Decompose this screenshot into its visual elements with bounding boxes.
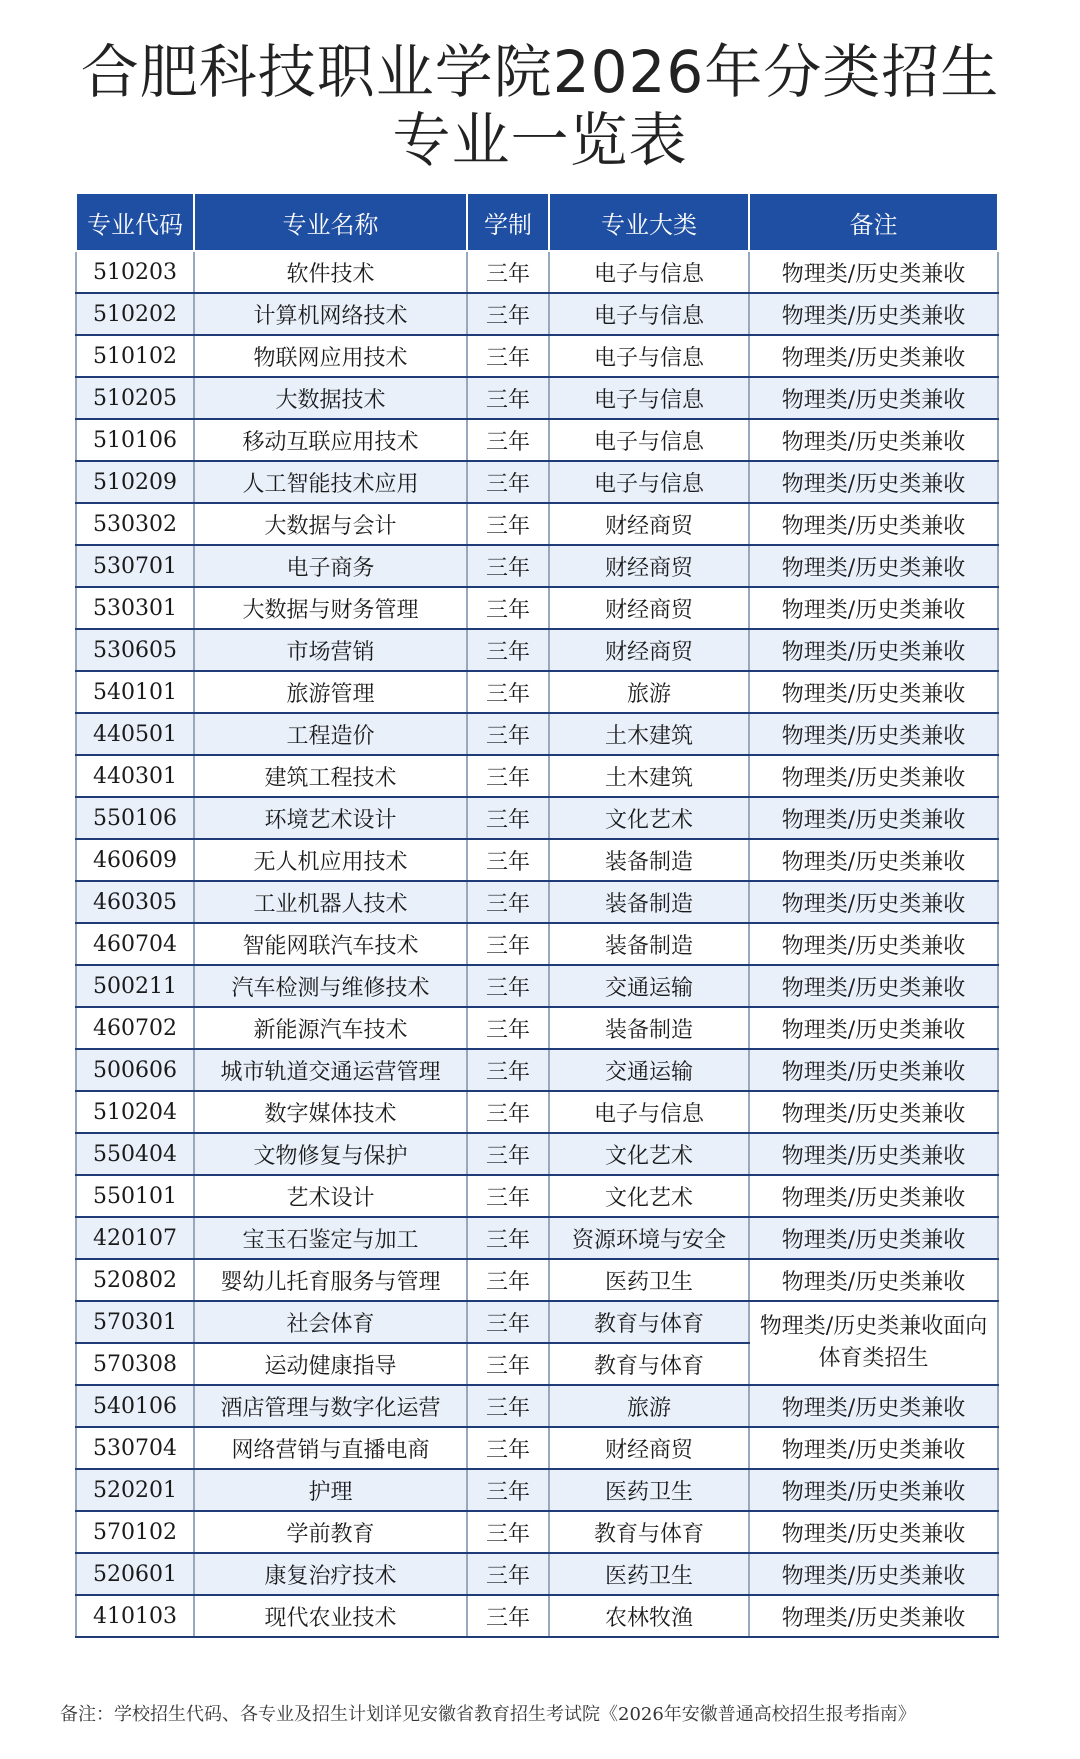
table-row <box>76 1049 998 1091</box>
cell-category: 电子与信息 <box>549 1091 749 1133</box>
cell-note: 物理类/历史类兼收 <box>749 755 998 797</box>
cell-category: 教育与体育 <box>549 1301 749 1343</box>
table-row <box>76 881 998 923</box>
cell-major-name: 建筑工程技术 <box>194 755 467 797</box>
cell-note: 物理类/历史类兼收 <box>749 1175 998 1217</box>
cell-major-code: 540101 <box>76 671 194 713</box>
cell-major-code: 440501 <box>76 713 194 755</box>
cell-category: 电子与信息 <box>549 335 749 377</box>
cell-major-code: 510209 <box>76 461 194 503</box>
cell-note: 物理类/历史类兼收 <box>749 1049 998 1091</box>
cell-note: 物理类/历史类兼收 <box>749 461 998 503</box>
cell-major-name: 计算机网络技术 <box>194 293 467 335</box>
cell-note: 物理类/历史类兼收 <box>749 965 998 1007</box>
cell-note: 物理类/历史类兼收 <box>749 713 998 755</box>
cell-note: 物理类/历史类兼收 <box>749 1217 998 1259</box>
table-row <box>76 1595 998 1637</box>
table-row <box>76 251 998 293</box>
footnote: 备注：学校招生代码、各专业及招生计划详见安徽省教育招生考试院《2026年安徽普通高校招生报考指南》 <box>60 1704 916 1725</box>
table-row <box>76 1385 998 1427</box>
cell-years: 三年 <box>467 1343 549 1385</box>
cell-major-name: 汽车检测与维修技术 <box>194 965 467 1007</box>
cell-major-name: 智能网联汽车技术 <box>194 923 467 965</box>
table-row <box>76 1469 998 1511</box>
cell-category: 装备制造 <box>549 923 749 965</box>
cell-note: 物理类/历史类兼收 <box>749 839 998 881</box>
cell-major-name: 婴幼儿托育服务与管理 <box>194 1259 467 1301</box>
cell-major-name: 无人机应用技术 <box>194 839 467 881</box>
cell-category: 财经商贸 <box>549 587 749 629</box>
cell-years: 三年 <box>467 1385 549 1427</box>
cell-major-code: 520601 <box>76 1553 194 1595</box>
cell-major-code: 510204 <box>76 1091 194 1133</box>
cell-major-name: 社会体育 <box>194 1301 467 1343</box>
cell-years: 三年 <box>467 713 549 755</box>
cell-note: 物理类/历史类兼收 <box>749 1595 998 1637</box>
cell-note: 物理类/历史类兼收 <box>749 1091 998 1133</box>
header-name: 专业名称 <box>194 193 467 251</box>
cell-major-code: 520802 <box>76 1259 194 1301</box>
cell-note: 物理类/历史类兼收 <box>749 251 998 293</box>
table-row <box>76 713 998 755</box>
cell-major-name: 文物修复与保护 <box>194 1133 467 1175</box>
cell-note: 物理类/历史类兼收 <box>749 419 998 461</box>
cell-major-code: 510202 <box>76 293 194 335</box>
header-years: 学制 <box>467 193 549 251</box>
cell-note: 物理类/历史类兼收 <box>749 1427 998 1469</box>
table-row <box>76 377 998 419</box>
cell-years: 三年 <box>467 1091 549 1133</box>
cell-major-name: 宝玉石鉴定与加工 <box>194 1217 467 1259</box>
cell-category: 资源环境与安全 <box>549 1217 749 1259</box>
cell-years: 三年 <box>467 1259 549 1301</box>
cell-note: 物理类/历史类兼收 <box>749 923 998 965</box>
table-row <box>76 1511 998 1553</box>
cell-major-code: 530605 <box>76 629 194 671</box>
cell-major-code: 550101 <box>76 1175 194 1217</box>
table-row <box>76 587 998 629</box>
cell-years: 三年 <box>467 1427 549 1469</box>
table-header-row <box>76 193 998 251</box>
cell-note: 物理类/历史类兼收 <box>749 671 998 713</box>
cell-category: 医药卫生 <box>549 1259 749 1301</box>
cell-category: 财经商贸 <box>549 1427 749 1469</box>
cell-major-name: 市场营销 <box>194 629 467 671</box>
cell-major-name: 物联网应用技术 <box>194 335 467 377</box>
cell-note: 物理类/历史类兼收 <box>749 1133 998 1175</box>
cell-major-name: 大数据与会计 <box>194 503 467 545</box>
cell-note: 物理类/历史类兼收 <box>749 1469 998 1511</box>
cell-years: 三年 <box>467 1511 549 1553</box>
cell-major-name: 工程造价 <box>194 713 467 755</box>
cell-major-code: 530701 <box>76 545 194 587</box>
cell-note: 物理类/历史类兼收 <box>749 293 998 335</box>
cell-major-name: 康复治疗技术 <box>194 1553 467 1595</box>
page-title: 合肥科技职业学院2026年分类招生 <box>80 38 1000 106</box>
table-row <box>76 1175 998 1217</box>
cell-category: 电子与信息 <box>549 377 749 419</box>
cell-major-code: 440301 <box>76 755 194 797</box>
cell-note: 物理类/历史类兼收 <box>749 1385 998 1427</box>
cell-note: 物理类/历史类兼收 <box>749 1259 998 1301</box>
cell-category: 文化艺术 <box>549 797 749 839</box>
cell-category: 财经商贸 <box>549 545 749 587</box>
cell-major-name: 人工智能技术应用 <box>194 461 467 503</box>
cell-major-code: 510203 <box>76 251 194 293</box>
page-subtitle: 专业一览表 <box>392 106 688 174</box>
cell-major-code: 530704 <box>76 1427 194 1469</box>
cell-major-code: 510205 <box>76 377 194 419</box>
cell-years: 三年 <box>467 419 549 461</box>
cell-major-name: 护理 <box>194 1469 467 1511</box>
cell-major-code: 460702 <box>76 1007 194 1049</box>
cell-major-code: 460609 <box>76 839 194 881</box>
table-row <box>76 545 998 587</box>
cell-note: 物理类/历史类兼收面向体育类招生 <box>749 1301 998 1385</box>
cell-major-code: 520201 <box>76 1469 194 1511</box>
cell-major-code: 570308 <box>76 1343 194 1385</box>
cell-category: 电子与信息 <box>549 251 749 293</box>
cell-major-code: 460305 <box>76 881 194 923</box>
cell-category: 医药卫生 <box>549 1469 749 1511</box>
cell-major-code: 500211 <box>76 965 194 1007</box>
cell-category: 财经商贸 <box>549 629 749 671</box>
cell-years: 三年 <box>467 1553 549 1595</box>
cell-years: 三年 <box>467 923 549 965</box>
cell-years: 三年 <box>467 293 549 335</box>
table-row <box>76 1007 998 1049</box>
cell-category: 电子与信息 <box>549 419 749 461</box>
cell-note: 物理类/历史类兼收 <box>749 503 998 545</box>
cell-major-name: 现代农业技术 <box>194 1595 467 1637</box>
cell-category: 文化艺术 <box>549 1133 749 1175</box>
cell-major-code: 550106 <box>76 797 194 839</box>
cell-category: 财经商贸 <box>549 503 749 545</box>
table-row <box>76 671 998 713</box>
table-body <box>76 251 998 1637</box>
cell-major-name: 数字媒体技术 <box>194 1091 467 1133</box>
cell-category: 土木建筑 <box>549 713 749 755</box>
cell-years: 三年 <box>467 1175 549 1217</box>
cell-major-name: 运动健康指导 <box>194 1343 467 1385</box>
cell-years: 三年 <box>467 671 549 713</box>
table-row <box>76 335 998 377</box>
cell-major-name: 学前教育 <box>194 1511 467 1553</box>
cell-category: 旅游 <box>549 671 749 713</box>
cell-years: 三年 <box>467 1049 549 1091</box>
table-row <box>76 1301 998 1343</box>
cell-category: 电子与信息 <box>549 461 749 503</box>
cell-note: 物理类/历史类兼收 <box>749 545 998 587</box>
cell-major-name: 城市轨道交通运营管理 <box>194 1049 467 1091</box>
cell-major-name: 大数据技术 <box>194 377 467 419</box>
cell-years: 三年 <box>467 965 549 1007</box>
cell-note: 物理类/历史类兼收 <box>749 1007 998 1049</box>
cell-years: 三年 <box>467 839 549 881</box>
cell-major-name: 大数据与财务管理 <box>194 587 467 629</box>
cell-major-name: 艺术设计 <box>194 1175 467 1217</box>
cell-major-code: 460704 <box>76 923 194 965</box>
cell-years: 三年 <box>467 1133 549 1175</box>
table-row <box>76 629 998 671</box>
table-row <box>76 923 998 965</box>
table-row <box>76 1553 998 1595</box>
cell-major-name: 移动互联应用技术 <box>194 419 467 461</box>
cell-years: 三年 <box>467 881 549 923</box>
cell-category: 教育与体育 <box>549 1343 749 1385</box>
cell-category: 文化艺术 <box>549 1175 749 1217</box>
cell-years: 三年 <box>467 629 549 671</box>
cell-years: 三年 <box>467 545 549 587</box>
table-row <box>76 293 998 335</box>
cell-category: 医药卫生 <box>549 1553 749 1595</box>
cell-major-code: 550404 <box>76 1133 194 1175</box>
cell-major-code: 570301 <box>76 1301 194 1343</box>
cell-years: 三年 <box>467 461 549 503</box>
cell-category: 教育与体育 <box>549 1511 749 1553</box>
cell-years: 三年 <box>467 1301 549 1343</box>
cell-major-code: 570102 <box>76 1511 194 1553</box>
table-row <box>76 1133 998 1175</box>
header-note: 备注 <box>749 193 998 251</box>
cell-category: 农林牧渔 <box>549 1595 749 1637</box>
cell-years: 三年 <box>467 587 549 629</box>
majors-table <box>75 192 999 1638</box>
cell-category: 旅游 <box>549 1385 749 1427</box>
cell-major-name: 电子商务 <box>194 545 467 587</box>
table-row <box>76 839 998 881</box>
cell-major-code: 540106 <box>76 1385 194 1427</box>
cell-years: 三年 <box>467 251 549 293</box>
cell-major-name: 网络营销与直播电商 <box>194 1427 467 1469</box>
cell-major-name: 软件技术 <box>194 251 467 293</box>
cell-note: 物理类/历史类兼收 <box>749 629 998 671</box>
table-row <box>76 419 998 461</box>
cell-years: 三年 <box>467 503 549 545</box>
cell-years: 三年 <box>467 1007 549 1049</box>
cell-years: 三年 <box>467 1595 549 1637</box>
cell-note: 物理类/历史类兼收 <box>749 377 998 419</box>
cell-major-name: 新能源汽车技术 <box>194 1007 467 1049</box>
cell-major-name: 酒店管理与数字化运营 <box>194 1385 467 1427</box>
cell-major-name: 环境艺术设计 <box>194 797 467 839</box>
cell-note: 物理类/历史类兼收 <box>749 1511 998 1553</box>
cell-note: 物理类/历史类兼收 <box>749 335 998 377</box>
cell-note: 物理类/历史类兼收 <box>749 881 998 923</box>
cell-category: 土木建筑 <box>549 755 749 797</box>
table-row <box>76 755 998 797</box>
cell-years: 三年 <box>467 1469 549 1511</box>
header-code: 专业代码 <box>76 193 194 251</box>
cell-major-code: 530302 <box>76 503 194 545</box>
table-row <box>76 797 998 839</box>
table-row <box>76 1427 998 1469</box>
cell-major-code: 410103 <box>76 1595 194 1637</box>
cell-major-name: 旅游管理 <box>194 671 467 713</box>
cell-major-name: 工业机器人技术 <box>194 881 467 923</box>
cell-note: 物理类/历史类兼收 <box>749 1553 998 1595</box>
cell-category: 交通运输 <box>549 1049 749 1091</box>
table-row <box>76 461 998 503</box>
cell-years: 三年 <box>467 755 549 797</box>
cell-major-code: 510106 <box>76 419 194 461</box>
cell-category: 电子与信息 <box>549 293 749 335</box>
cell-major-code: 420107 <box>76 1217 194 1259</box>
cell-note: 物理类/历史类兼收 <box>749 797 998 839</box>
table-row <box>76 503 998 545</box>
table-row <box>76 1217 998 1259</box>
table-row <box>76 1259 998 1301</box>
cell-major-code: 510102 <box>76 335 194 377</box>
cell-category: 装备制造 <box>549 1007 749 1049</box>
cell-years: 三年 <box>467 797 549 839</box>
cell-major-code: 500606 <box>76 1049 194 1091</box>
cell-category: 装备制造 <box>549 839 749 881</box>
cell-note: 物理类/历史类兼收 <box>749 587 998 629</box>
cell-major-code: 530301 <box>76 587 194 629</box>
table-row <box>76 1091 998 1133</box>
cell-years: 三年 <box>467 335 549 377</box>
table-row <box>76 965 998 1007</box>
cell-years: 三年 <box>467 377 549 419</box>
cell-category: 交通运输 <box>549 965 749 1007</box>
cell-category: 装备制造 <box>549 881 749 923</box>
cell-years: 三年 <box>467 1217 549 1259</box>
header-category: 专业大类 <box>549 193 749 251</box>
